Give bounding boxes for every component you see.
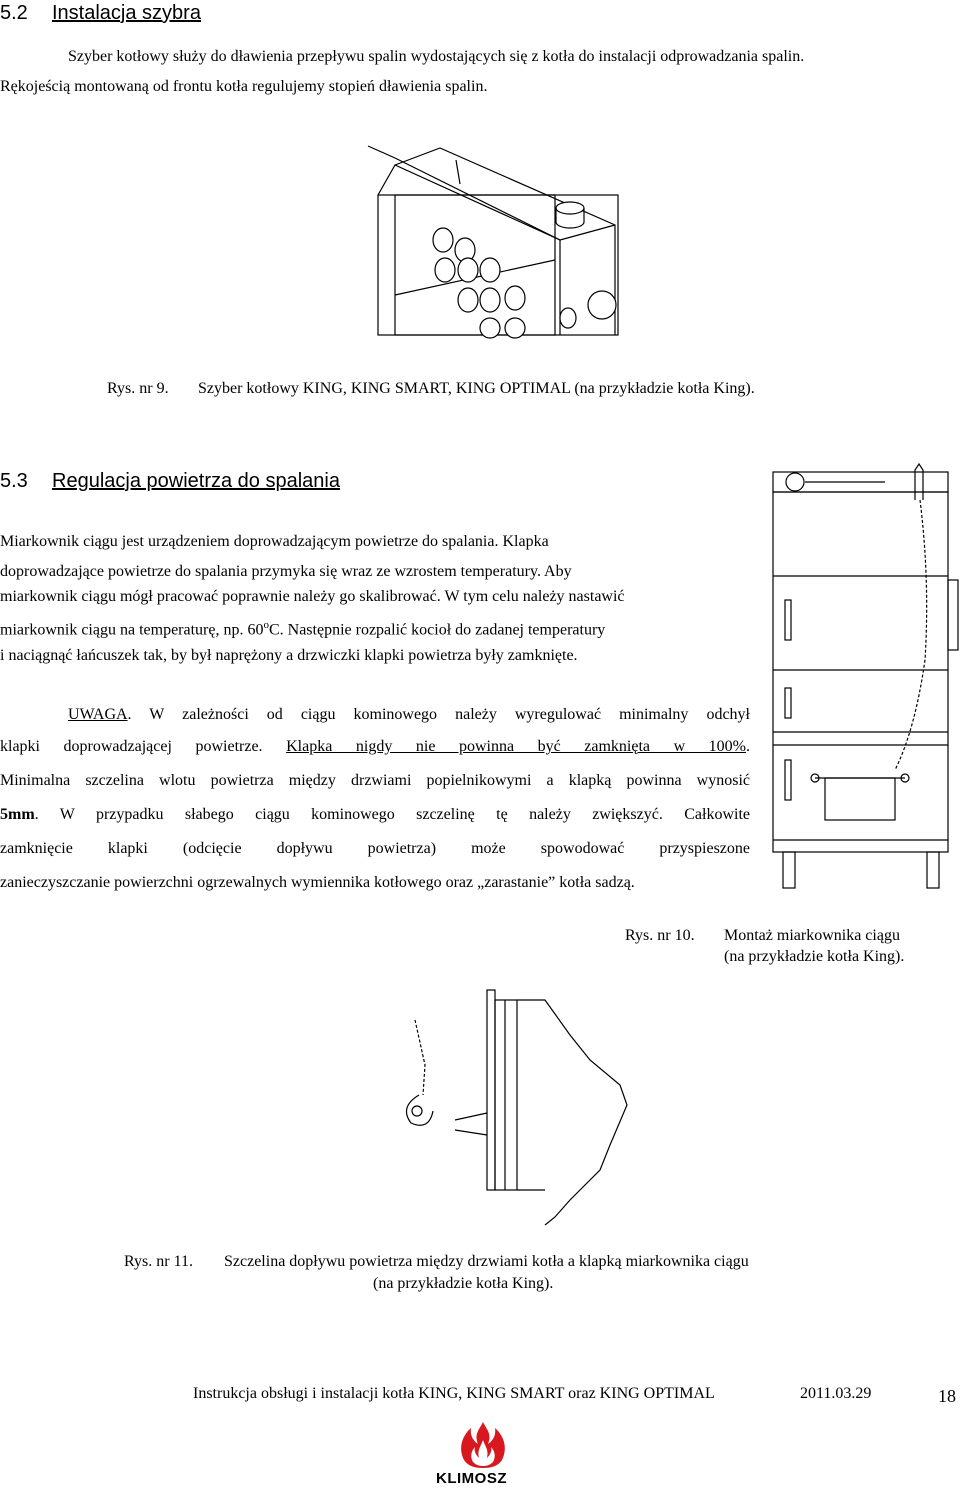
figure-9-caption: Szyber kotłowy KING, KING SMART, KING OPTIMAL (na przykładzie kotła King). <box>198 380 755 397</box>
text-segment: . W przypadku słabego ciągu kominowego szczelinę tę należy zwiększyć. Całkowite <box>34 806 750 823</box>
text-segment: miarkownik ciągu na temperaturę, np. 60 <box>0 621 264 639</box>
section-number: 5.2 <box>0 2 28 24</box>
paragraph-line: Szyber kotłowy służy do dławienia przepływu spalin wydostających się z kotła do instalacji odprowadzania spalin. <box>68 48 805 65</box>
section-heading-5-2 <box>0 2 201 25</box>
warning-emphasis: Klapka nigdy nie powinna być zamknięta w 100% <box>286 738 747 755</box>
paragraph-line: doprowadzające powietrze do spalania przymyka się wraz ze wzrostem temperatury. Aby <box>0 563 572 580</box>
section-number: 5.3 <box>0 470 28 492</box>
warning-line-1 <box>68 700 750 730</box>
warning-line-3: Minimalna szczelina wlotu powietrza między drzwiami popielnikowymi a klapką powinna wynosić <box>0 772 750 789</box>
warning-line-5: zamknięcie klapki (odcięcie dopływu powietrza) może spowodować przyspieszone <box>0 840 750 857</box>
warning-line-2 <box>0 732 750 762</box>
figure-11-label: Rys. nr 11. <box>124 1253 193 1270</box>
warning-line-6: zanieczyszczanie powierzchni ogrzewalnych wymiennika kotłowego oraz „zarastanie” kotła sadzą. <box>0 874 635 891</box>
figure-10-caption-line: Montaż miarkownika ciągu <box>724 927 900 944</box>
section-title: Instalacja szybra <box>52 2 201 24</box>
footer-title: Instrukcja obsługi i instalacji kotła KING, KING SMART oraz KING OPTIMAL <box>193 1385 715 1402</box>
figure-11-caption-line: (na przykładzie kotła King). <box>373 1275 554 1292</box>
section-heading-5-3 <box>0 470 340 493</box>
paragraph-line: Miarkownik ciągu jest urządzeniem doprowadzającym powietrze do spalania. Klapka <box>0 533 549 550</box>
figure-11-drawing <box>395 985 635 1230</box>
text-segment: . <box>746 738 751 755</box>
degree-superscript: o <box>263 619 269 631</box>
footer-date: 2011.03.29 <box>800 1385 872 1402</box>
figure-10-caption-line: (na przykładzie kotła King). <box>724 948 905 965</box>
figure-10-drawing <box>765 460 960 890</box>
warning-line-4 <box>0 800 750 830</box>
paragraph-line: Rękojeścią montowaną od frontu kotła regulujemy stopień dławienia spalin. <box>0 78 488 95</box>
text-segment: . W zależności od ciągu kominowego należy wyregulować minimalny odchył <box>127 706 750 723</box>
klimosz-logo-text: KLIMOSZ <box>436 1470 507 1487</box>
text-segment: klapki doprowadzającej powietrze. <box>0 738 263 755</box>
section-title: Regulacja powietrza do spalania <box>52 470 340 492</box>
text-segment: C. Następnie rozpalić kocioł do zadanej temperatury <box>268 621 606 639</box>
figure-9-drawing <box>350 140 620 340</box>
figure-9-label: Rys. nr 9. <box>107 380 169 397</box>
paragraph-line: miarkownik ciągu mógł pracować poprawnie należy go skalibrować. W tym celu należy nastawić <box>0 588 625 605</box>
warning-label: UWAGA <box>68 706 128 723</box>
page-number: 18 <box>938 1386 956 1406</box>
gap-value: 5mm <box>0 806 35 823</box>
figure-11-caption-line: Szczelina dopływu powietrza między drzwiami kotła a klapką miarkownika ciągu <box>224 1253 749 1270</box>
paragraph-line: i naciągnąć łańcuszek tak, by był naprężony a drzwiczki klapki powietrza były zamknięte. <box>0 647 578 664</box>
figure-10-label: Rys. nr 10. <box>625 927 695 944</box>
klimosz-flame-logo <box>452 1420 514 1468</box>
